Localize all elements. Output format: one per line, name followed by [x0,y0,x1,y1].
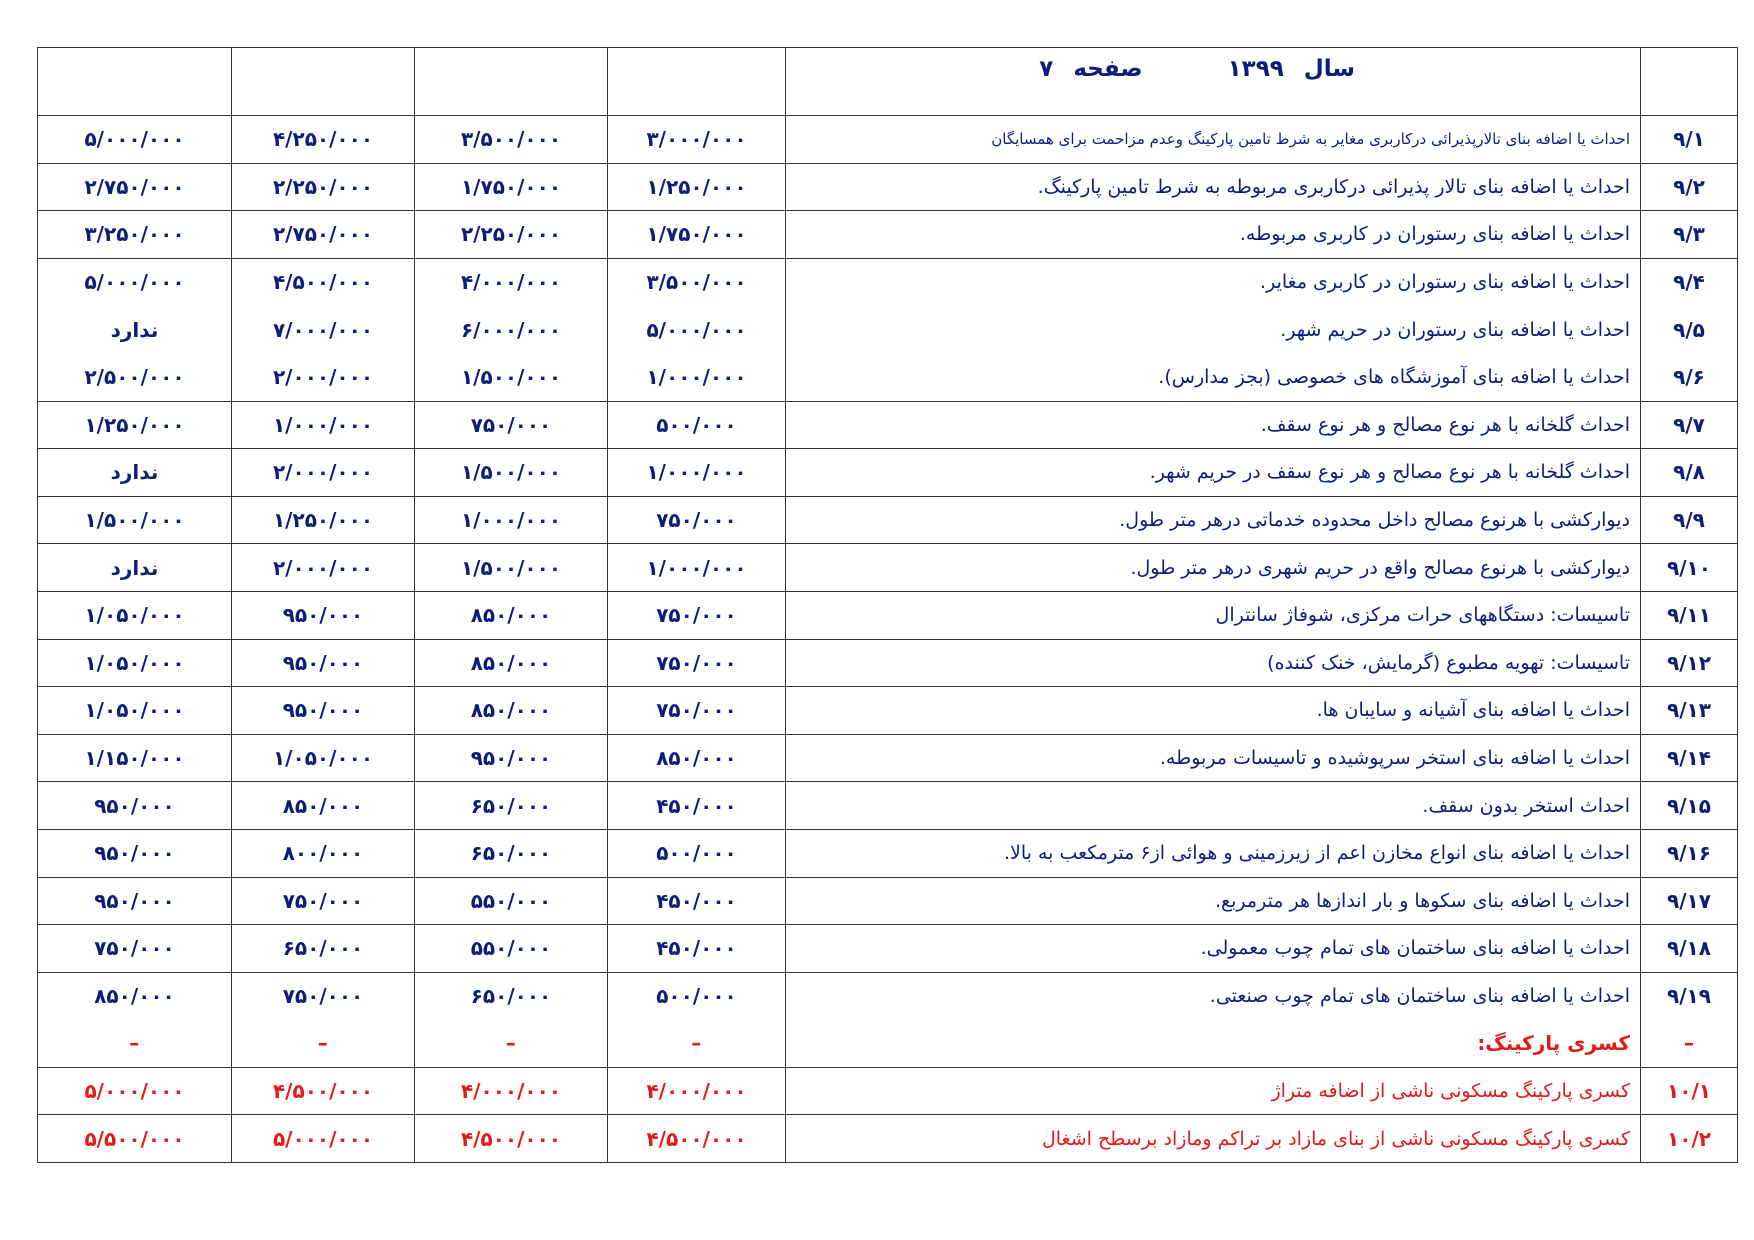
table-row [38,639,1738,687]
row-description: احداث گلخانه با هر نوع مصالح و هر نوع سقف. [786,401,1641,449]
row-value-4: ۸۵۰/۰۰۰ [38,972,232,1020]
section-title: کسری پارکینگ: [786,1020,1641,1068]
row-description: دیوارکشی با هرنوع مصالح واقع در حریم شهری درهر متر طول. [786,544,1641,592]
table-row [38,972,1738,1020]
row-code: ۹/۱۸ [1641,925,1738,973]
row-description: کسری پارکینگ مسکونی ناشی از اضافه متراژ [786,1067,1641,1115]
row-value-3: ۲/۷۵۰/۰۰۰ [232,211,415,259]
table-row [38,687,1738,735]
row-code: ۹/۱۱ [1641,591,1738,639]
table-row [38,401,1738,449]
table-row [38,258,1738,306]
row-value-3: ۷۵۰/۰۰۰ [232,877,415,925]
row-value-1: ۳/۰۰۰/۰۰۰ [608,116,786,164]
row-value-3: ۱/۰۰۰/۰۰۰ [232,401,415,449]
row-value-4: ندارد [38,449,232,497]
page-title [1019,56,1355,82]
row-value-1: – [608,1020,786,1068]
table-row [38,591,1738,639]
row-value-2: ۷۵۰/۰۰۰ [415,401,608,449]
row-value-1: ۱/۷۵۰/۰۰۰ [608,211,786,259]
row-value-1: ۱/۰۰۰/۰۰۰ [608,544,786,592]
row-value-2: ۸۵۰/۰۰۰ [415,639,608,687]
row-value-2: ۱/۵۰۰/۰۰۰ [415,449,608,497]
row-code: ۹/۳ [1641,211,1738,259]
row-value-2: ۴/۰۰۰/۰۰۰ [415,258,608,306]
row-value-2: ۴/۰۰۰/۰۰۰ [415,1067,608,1115]
table-row [38,544,1738,592]
row-code: ۹/۱۰ [1641,544,1738,592]
row-value-2: ۶۵۰/۰۰۰ [415,972,608,1020]
table-row [38,734,1738,782]
row-description: احداث یا اضافه بنای رستوران در حریم شهر. [786,306,1641,354]
row-value-3: ۲/۲۵۰/۰۰۰ [232,163,415,211]
header-col-1 [608,48,786,116]
row-value-3: ۴/۵۰۰/۰۰۰ [232,258,415,306]
table-row [38,1067,1738,1115]
table-header-row [38,48,1738,116]
table-row [38,306,1738,354]
row-value-3: ۲/۰۰۰/۰۰۰ [232,449,415,497]
row-code: ۹/۱۳ [1641,687,1738,735]
row-value-4: ۷۵۰/۰۰۰ [38,925,232,973]
row-description: احداث یا اضافه بنای ساختمان های تمام چوب صنعتی. [786,972,1641,1020]
row-code: ۹/۷ [1641,401,1738,449]
table-row [38,829,1738,877]
row-value-1: ۷۵۰/۰۰۰ [608,496,786,544]
row-code: ۹/۶ [1641,353,1738,401]
row-value-1: ۴۵۰/۰۰۰ [608,782,786,830]
row-value-3: ۷۵۰/۰۰۰ [232,972,415,1020]
row-description: احداث یا اضافه بنای ساختمان های تمام چوب معمولی. [786,925,1641,973]
tariff-table [37,47,1738,1163]
row-value-2: ۶/۰۰۰/۰۰۰ [415,306,608,354]
table-row [38,1115,1738,1163]
table-row [38,449,1738,497]
row-value-2: ۵۵۰/۰۰۰ [415,925,608,973]
row-value-1: ۴/۵۰۰/۰۰۰ [608,1115,786,1163]
row-value-4: ۱/۱۵۰/۰۰۰ [38,734,232,782]
row-value-4: ۵/۵۰۰/۰۰۰ [38,1115,232,1163]
row-code: ۹/۱۹ [1641,972,1738,1020]
row-value-1: ۵/۰۰۰/۰۰۰ [608,306,786,354]
row-code: ۹/۱۷ [1641,877,1738,925]
row-value-2: ۸۵۰/۰۰۰ [415,591,608,639]
row-value-1: ۸۵۰/۰۰۰ [608,734,786,782]
header-col-4 [38,48,232,116]
table-row [38,496,1738,544]
row-description: احداث یا اضافه بنای رستوران در کاربری مربوطه. [786,211,1641,259]
row-code: ۹/۵ [1641,306,1738,354]
row-value-1: ۵۰۰/۰۰۰ [608,972,786,1020]
row-value-1: ۱/۰۰۰/۰۰۰ [608,353,786,401]
row-value-4: ۱/۰۵۰/۰۰۰ [38,591,232,639]
row-description: احداث یا اضافه بنای تالار پذیرائی درکاربری مربوطه به شرط تامین پارکینگ. [786,163,1641,211]
row-value-3: ۲/۰۰۰/۰۰۰ [232,353,415,401]
row-value-3: ۵/۰۰۰/۰۰۰ [232,1115,415,1163]
row-value-2: ۶۵۰/۰۰۰ [415,829,608,877]
row-description: کسری پارکینگ مسکونی ناشی از بنای مازاد بر تراکم ومازاد برسطح اشغال [786,1115,1641,1163]
row-code: – [1641,1020,1738,1068]
row-value-2: ۶۵۰/۰۰۰ [415,782,608,830]
row-value-4: ۹۵۰/۰۰۰ [38,829,232,877]
year-value: ۱۳۹۹ [1227,56,1284,82]
row-code: ۹/۹ [1641,496,1738,544]
row-code: ۹/۸ [1641,449,1738,497]
row-description: احداث یا اضافه بنای استخر سرپوشیده و تاسیسات مربوطه. [786,734,1641,782]
row-description: احداث گلخانه با هر نوع مصالح و هر نوع سقف در حریم شهر. [786,449,1641,497]
row-value-4: ۳/۲۵۰/۰۰۰ [38,211,232,259]
row-value-2: ۱/۵۰۰/۰۰۰ [415,544,608,592]
row-value-4: ۲/۵۰۰/۰۰۰ [38,353,232,401]
row-value-4: ۲/۷۵۰/۰۰۰ [38,163,232,211]
row-value-3: ۴/۵۰۰/۰۰۰ [232,1067,415,1115]
row-value-4: ۵/۰۰۰/۰۰۰ [38,1067,232,1115]
row-value-2: ۱/۰۰۰/۰۰۰ [415,496,608,544]
row-value-4: ندارد [38,306,232,354]
page-label: صفحه [1073,56,1143,82]
row-value-1: ۷۵۰/۰۰۰ [608,591,786,639]
row-value-3: ۱/۲۵۰/۰۰۰ [232,496,415,544]
row-description: احداث استخر بدون سقف. [786,782,1641,830]
row-value-3: ۹۵۰/۰۰۰ [232,687,415,735]
header-title-cell [786,48,1641,116]
row-value-1: ۴۵۰/۰۰۰ [608,925,786,973]
row-value-1: ۴/۰۰۰/۰۰۰ [608,1067,786,1115]
row-description: احداث یا اضافه بنای آموزشگاه های خصوصی (بجز مدارس). [786,353,1641,401]
row-description: تاسیسات: دستگاههای حرات مرکزی، شوفاژ سانترال [786,591,1641,639]
row-value-2: ۸۵۰/۰۰۰ [415,687,608,735]
row-value-1: ۳/۵۰۰/۰۰۰ [608,258,786,306]
page-value: ۷ [1039,56,1054,82]
row-value-2: ۱/۵۰۰/۰۰۰ [415,353,608,401]
row-code: ۹/۱۴ [1641,734,1738,782]
row-value-1: ۱/۰۰۰/۰۰۰ [608,449,786,497]
row-value-3: ۸۰۰/۰۰۰ [232,829,415,877]
table-row [38,163,1738,211]
row-value-4: ۱/۰۵۰/۰۰۰ [38,687,232,735]
table-row [38,877,1738,925]
row-value-4: ۵/۰۰۰/۰۰۰ [38,116,232,164]
row-value-2: ۴/۵۰۰/۰۰۰ [415,1115,608,1163]
row-value-3: ۹۵۰/۰۰۰ [232,591,415,639]
row-description: تاسیسات: تهویه مطبوع (گرمایش، خنک کننده) [786,639,1641,687]
row-description: احداث یا اضافه بنای سکوها و بار اندازها هر مترمربع. [786,877,1641,925]
row-value-2: ۵۵۰/۰۰۰ [415,877,608,925]
row-value-2: ۳/۵۰۰/۰۰۰ [415,116,608,164]
row-code: ۹/۴ [1641,258,1738,306]
row-value-1: ۵۰۰/۰۰۰ [608,401,786,449]
table-row [38,925,1738,973]
row-code: ۹/۱۲ [1641,639,1738,687]
row-value-4: ۱/۲۵۰/۰۰۰ [38,401,232,449]
row-value-3: ۹۵۰/۰۰۰ [232,639,415,687]
row-value-1: ۱/۲۵۰/۰۰۰ [608,163,786,211]
row-description: دیوارکشی با هرنوع مصالح داخل محدوده خدماتی درهر متر طول. [786,496,1641,544]
row-value-3: ۸۵۰/۰۰۰ [232,782,415,830]
row-value-1: ۷۵۰/۰۰۰ [608,639,786,687]
row-description: احداث یا اضافه بنای انواع مخازن اعم از زیرزمینی و هوائی از۶ مترمکعب به بالا. [786,829,1641,877]
row-value-4: ۵/۰۰۰/۰۰۰ [38,258,232,306]
row-value-1: ۴۵۰/۰۰۰ [608,877,786,925]
row-value-4: ندارد [38,544,232,592]
row-description: احداث یا اضافه بنای تالارپذیرائی درکاربری مغایر به شرط تامین پارکینگ وعدم مزاحمت برای همسایگان [786,116,1641,164]
row-value-4: ۱/۰۵۰/۰۰۰ [38,639,232,687]
row-value-2: ۹۵۰/۰۰۰ [415,734,608,782]
row-value-4: – [38,1020,232,1068]
header-code-cell [1641,48,1738,116]
row-code: ۹/۲ [1641,163,1738,211]
section-row-parking-deficit [38,1020,1738,1068]
row-code: ۹/۱۶ [1641,829,1738,877]
header-col-3 [232,48,415,116]
row-value-4: ۹۵۰/۰۰۰ [38,877,232,925]
row-value-2: – [415,1020,608,1068]
row-value-3: ۷/۰۰۰/۰۰۰ [232,306,415,354]
row-description: احداث یا اضافه بنای آشیانه و سایبان ها. [786,687,1641,735]
row-value-3: ۴/۲۵۰/۰۰۰ [232,116,415,164]
row-value-4: ۹۵۰/۰۰۰ [38,782,232,830]
row-value-3: – [232,1020,415,1068]
row-description: احداث یا اضافه بنای رستوران در کاربری مغایر. [786,258,1641,306]
header-col-2 [415,48,608,116]
row-code: ۱۰/۲ [1641,1115,1738,1163]
table-row [38,353,1738,401]
row-value-1: ۵۰۰/۰۰۰ [608,829,786,877]
row-code: ۱۰/۱ [1641,1067,1738,1115]
row-code: ۹/۱۵ [1641,782,1738,830]
row-value-1: ۷۵۰/۰۰۰ [608,687,786,735]
row-value-3: ۲/۰۰۰/۰۰۰ [232,544,415,592]
row-code: ۹/۱ [1641,116,1738,164]
row-value-4: ۱/۵۰۰/۰۰۰ [38,496,232,544]
row-value-3: ۱/۰۵۰/۰۰۰ [232,734,415,782]
row-value-2: ۲/۲۵۰/۰۰۰ [415,211,608,259]
table-row [38,782,1738,830]
table-row [38,116,1738,164]
year-label: سال [1303,56,1355,82]
row-value-2: ۱/۷۵۰/۰۰۰ [415,163,608,211]
row-value-3: ۶۵۰/۰۰۰ [232,925,415,973]
table-row [38,211,1738,259]
